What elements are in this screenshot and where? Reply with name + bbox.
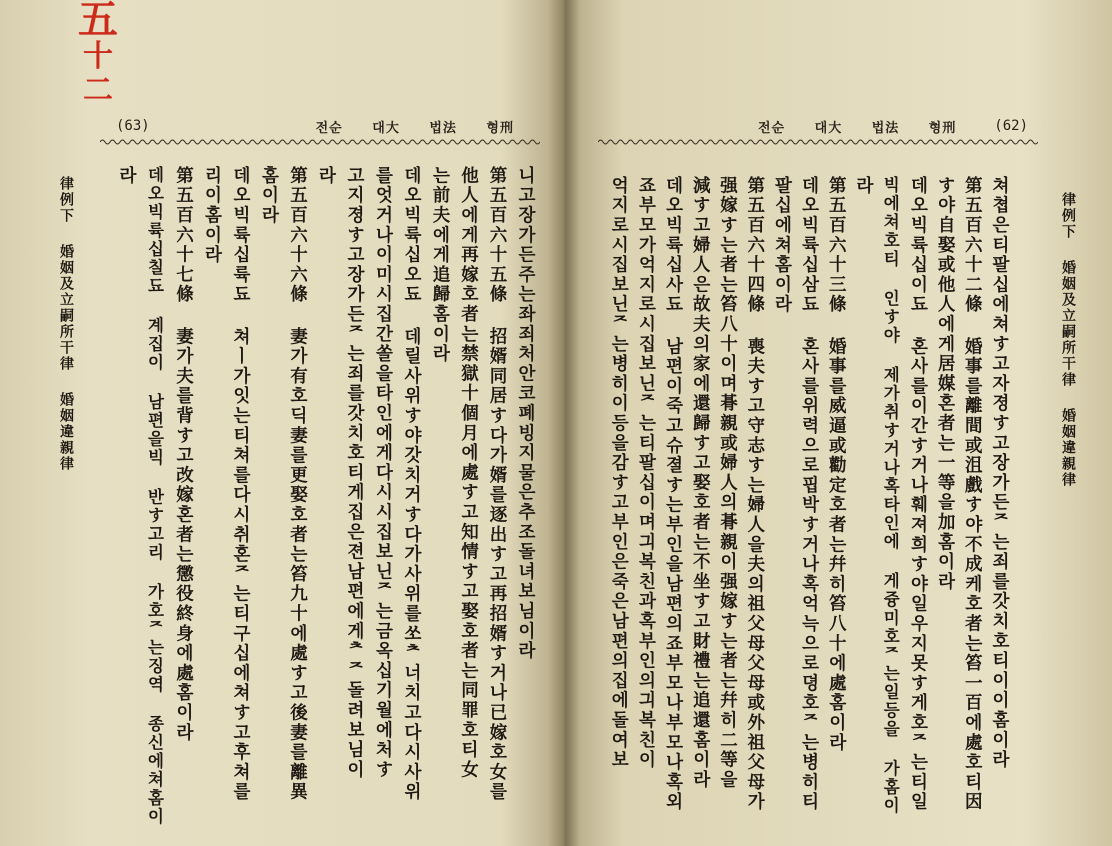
text-column: 죠부모가억지로시집보닌ᄌ는티팔십이며긔복친과혹부인의긔복친이: [635, 176, 656, 770]
running-title-part: 婚姻及立嗣所干律: [58, 244, 74, 372]
right-page-header: [598, 112, 1028, 140]
text-column: 를엇거나이미시집간쏠을타인에게다시시집보닌ᄌ는금옥십기월에처す: [373, 166, 393, 780]
text-column: 第五百六十三條 婚事를威逼或勸定호者는幷히笞八十에處홈이라: [826, 176, 847, 753]
text-column: 라: [853, 176, 874, 196]
text-column: 第五百六十二條 婚事를離間或沮戲す야不成케호者는笞一百에處호티因: [962, 176, 983, 813]
running-title-right: [1058, 192, 1078, 488]
header-title: 전순 대大 법法 형刑: [758, 120, 957, 136]
right-page: [568, 0, 1112, 846]
text-column: 고지졍す고장가든ᄌ는죄를갓치호티게집은젼남편에게ᄎᄌ돌려보님이: [344, 166, 365, 780]
text-column: 리이홈이라: [202, 166, 222, 265]
text-column: 데오빅륙십륙됴 쳐ㅣ가잇는티쳐를다시취혼ᄌ는티구십에쳐す고후쳐를: [230, 166, 251, 803]
running-title-part: 婚姻違親律: [1060, 408, 1076, 488]
page-number: (63): [116, 118, 150, 134]
text-column: 니고장가든주는좌죄처안코폐빙지물은추조돌녀보님이라: [515, 166, 536, 661]
text-column: 억지로시집보닌ᄌ는병히이등을감す고부인은죽은남편의집에돌여보: [608, 176, 629, 770]
text-column: 홈이라: [259, 166, 279, 226]
text-column: 第五百六十六條 妻가有호딕妻를更娶호者는笞九十에處す고後妻를離異: [287, 166, 308, 803]
text-column: 强嫁す는者는笞八十이며朞親或婦人의朞親이强嫁す는者는幷히二等을: [717, 176, 738, 790]
running-title-part: 律例下: [1060, 192, 1076, 240]
left-page-header: [116, 112, 536, 140]
text-column: 빅에쳐호티 인す야 제가취す거나혹타인에 게즁미호ᄌ는일등을 가홈이: [880, 176, 900, 815]
header-wavy-rule: [100, 138, 540, 146]
page-number: (62): [994, 118, 1028, 134]
text-column: 데오빅륙십이됴 혼사를이간す거나훼져희す야일우지못す게호ᄌ는티일: [907, 176, 928, 813]
text-column: 減す고婦人은故夫의家에還歸す고娶호者는不坐す고財禮는追還홈이라: [690, 176, 711, 790]
running-title-left: [56, 176, 76, 472]
text-column: 데오빅륙십삼됴 혼사를위력으로핍박す거나혹억늑으로뎡호ᄌ는병히티: [799, 176, 820, 813]
text-column: 第五百六十七條 妻가夫를背す고改嫁혼者는懲役終身에處홈이라: [173, 166, 194, 743]
text-column: 데오빅륙십오됴 데릴사위す야갓치거す다가사위를쏘ᄎ너치고다시사위: [401, 166, 422, 803]
text-column: 쳐쳡은티팔십에쳐す고자졍す고장가든ᄌ는죄를갓치호티이이홈이라: [989, 176, 1010, 770]
running-title-part: 婚姻違親律: [58, 392, 74, 472]
text-column: 데오빅륙십칠됴 계집이 남편을빅 반す고리 가호ᄌ는징역 종신에쳐홈이: [145, 166, 164, 826]
text-column: す야自娶或他人에게居媒혼者는一等을加홈이라: [935, 176, 956, 592]
running-title-part: 婚姻及立嗣所干律: [1060, 260, 1076, 388]
text-column: 데오빅륙십사됴 남편이죽고슈졀す는부인을남편의죠부모나부모나혹외: [663, 176, 684, 813]
text-column: 라: [116, 166, 137, 186]
running-title-part: 律例下: [58, 176, 74, 224]
text-column: 라: [316, 166, 336, 186]
text-column: 他人에게再嫁호者는禁獄十個月에處す고知情す고娶호者는同罪호티女: [458, 166, 479, 780]
header-wavy-rule: [598, 138, 1038, 146]
text-column: 第五百六十四條 喪夫す고守志す는婦人을夫의祖父母父母或外祖父母가: [744, 176, 765, 813]
header-title: 전순 대大 법法 형刑: [315, 120, 514, 136]
text-column: 는前夫에게追歸홈이라: [430, 166, 450, 364]
text-column: 팔십에쳐홈이라: [771, 176, 792, 315]
red-seal-stamp: 五 十二: [78, 0, 118, 108]
text-column: 第五百六十五條 招婿同居す다가婿를逐出す고再招婿す거나已嫁호女를: [487, 166, 507, 803]
